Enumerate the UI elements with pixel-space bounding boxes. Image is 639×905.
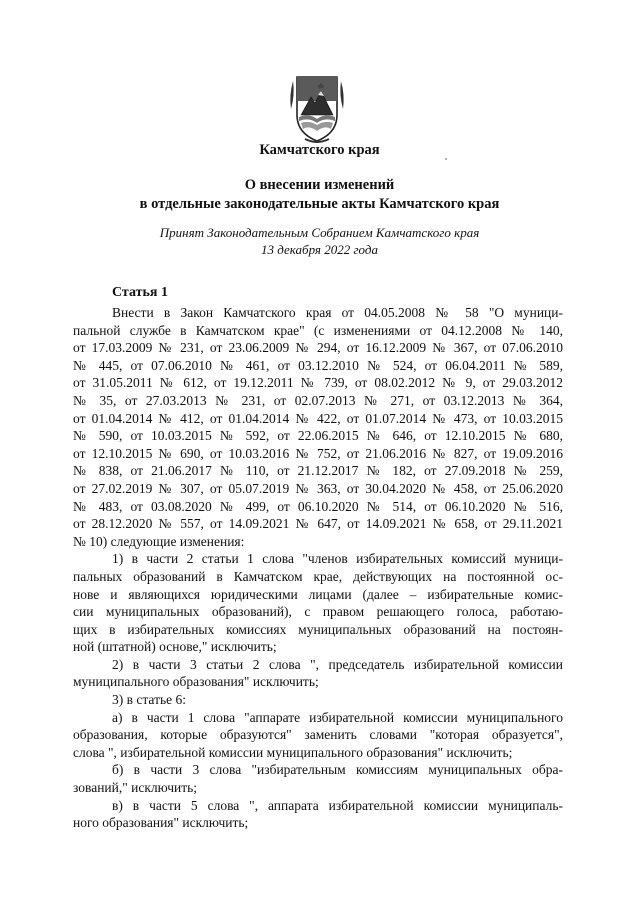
intro-line: № 10) следующие изменения: (73, 533, 245, 549)
intro-line: от 01.04.2014 № 412, от 01.04.2014 № 422, от 01.07.2014 № 473, от 10.03.2015 (73, 410, 563, 426)
intro-line: от 28.12.2020 № 557, от 14.09.2021 № 647, от 14.09.2021 № 658, от 29.11.2021 (73, 516, 563, 532)
intro-line: № 590, от 10.03.2015 № 592, от 22.06.2015 № 646, от 12.10.2015 № 680, (73, 428, 563, 444)
item-line: ного образования" исключить; (73, 815, 249, 831)
item-line: ной (штатной) основе," исключить; (73, 639, 277, 655)
amendment-item-2 (73, 656, 563, 691)
adoption-date: 13 декабря 2022 года (261, 242, 378, 257)
intro-line: № 483, от 03.08.2020 № 499, от 06.10.2020 № 514, от 06.10.2020 № 516, (73, 498, 563, 514)
amendment-subitem-b (73, 761, 563, 796)
amendment-subitem-v (73, 797, 563, 832)
item-line: сии муниципальных образований), с правом решающего голоса, работаю- (73, 604, 563, 620)
intro-line: от 17.03.2009 № 231, от 23.06.2009 № 294, от 16.12.2009 № 367, от 07.06.2010 (73, 340, 563, 356)
adoption-note-line-1: Принят Законодательным Собранием Камчатского края (159, 225, 480, 240)
item-line: щих в избирательных комиссиях муниципальных образований на постоян- (73, 621, 563, 637)
law-title-line-2: в отдельные законодательные акты Камчатского края (139, 196, 500, 212)
article-intro (73, 304, 563, 550)
item-line: б) в части 3 слова "избирательным комиссиям муниципальных обра- (112, 762, 563, 778)
item-line: а) в части 1 слова "аппарате избирательной комиссии муниципального (112, 709, 563, 725)
item-line: 2) в части 3 статьи 2 слова ", председатель избирательной комиссии (112, 656, 563, 672)
law-title (0, 176, 639, 214)
item-line: образования, которые образуются" заменить словами "которая образуется", (73, 727, 563, 743)
coat-of-arms-icon (289, 75, 345, 143)
intro-line: пальной службе в Камчатском крае" (с изменениями от 04.12.2008 № 140, (73, 322, 563, 338)
scan-speck (445, 158, 447, 160)
intro-line: от 27.02.2019 № 307, от 05.07.2019 № 363, от 30.04.2020 № 458, от 25.06.2020 (73, 480, 563, 496)
adoption-note (0, 224, 639, 258)
intro-line: № 35, от 27.03.2013 № 231, от 02.07.2013 № 271, от 03.12.2013 № 364, (73, 392, 563, 408)
amendment-item-1 (73, 550, 563, 656)
intro-line: Внести в Закон Камчатского края от 04.05.2008 № 58 "О муници- (112, 305, 563, 320)
item-line: 3) в статье 6: (112, 692, 186, 708)
intro-line: № 838, от 21.06.2017 № 110, от 21.12.2017 № 182, от 27.09.2018 № 259, (73, 463, 563, 479)
amendment-subitem-a (73, 709, 563, 762)
region-name: Камчатского края (259, 142, 380, 158)
item-line: зований," исключить; (73, 780, 198, 796)
article-title: Статья 1 (112, 285, 168, 300)
intro-line: № 445, от 07.06.2010 № 461, от 03.12.2010 № 524, от 06.04.2011 № 589, (73, 357, 563, 373)
item-line: слова ", избирательной комиссии муниципального образования" исключить; (73, 744, 513, 760)
item-line: нове и являющихся юридическими лицами (далее – избирательные комис- (73, 586, 563, 602)
amendment-item-3 (73, 691, 563, 709)
article-body (73, 304, 563, 832)
item-line: 1) в части 2 статьи 1 слова "членов избирательных комиссий муници- (112, 551, 563, 567)
item-line: пальных образований в Камчатском крае, действующих на постоянной ос- (73, 568, 563, 584)
law-title-line-1: О внесении изменений (244, 177, 395, 193)
intro-line: от 12.10.2015 № 690, от 10.03.2016 № 752, от 21.06.2016 № 827, от 19.09.2016 (73, 445, 563, 461)
intro-line: от 31.05.2011 № 612, от 19.12.2011 № 739, от 08.02.2012 № 9, от 29.03.2012 (73, 375, 563, 391)
item-line: муниципального образования" исключить; (73, 674, 319, 690)
item-line: в) в части 5 слова ", аппарата избирательной комиссии муниципаль- (112, 797, 563, 813)
